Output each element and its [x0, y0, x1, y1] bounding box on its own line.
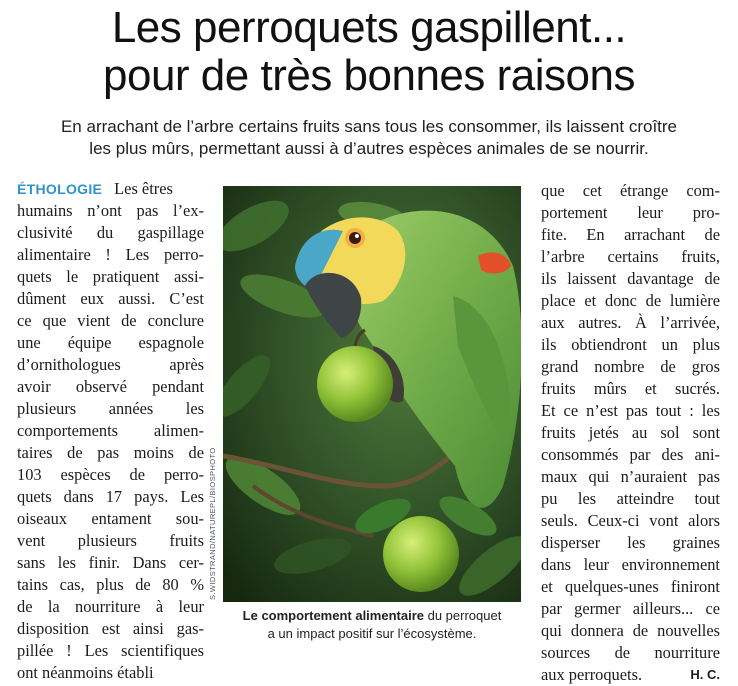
column-left-line: sans les finir. Dans cer- [17, 553, 204, 572]
column-right-line: dans leur environnement [541, 555, 720, 574]
column-left-line: pillée ! Les scientifiques [17, 641, 204, 660]
column-right-line: maux qui n’auraient pas [541, 467, 720, 486]
column-right-line: fruits jetés au sol sont [541, 423, 720, 442]
column-left-line: clusivité du gaspillage [17, 223, 204, 242]
column-right-line: aux perroquets. H. C. [541, 665, 720, 684]
column-right-line: par germer ailleurs... ce [541, 599, 720, 618]
parrot-photo [223, 186, 521, 602]
column-left-line: oiseaux entament sou- [17, 509, 204, 528]
column-right-line: ils laissent davantage de [541, 269, 720, 288]
column-right-line: et quelques-unes finiront [541, 577, 720, 596]
column-right-line: l’arbre certains fruits, [541, 247, 720, 266]
column-right-line: qui donnera de nouvelles [541, 621, 720, 640]
column-left-line: ce que vient de conclure [17, 311, 204, 330]
column-left-line: 103 espèces de perro- [17, 465, 204, 484]
column-right-line: fruits mûrs et sucrés. [541, 379, 720, 398]
column-left-line: vent plusieurs fruits [17, 531, 204, 550]
photo-credit: S.WIDSTRAND/NATUREPL/BIOSPHOTO [208, 447, 217, 600]
standfirst [0, 116, 738, 160]
column-left-line: disposition est ainsi gas- [17, 619, 204, 638]
column-right-line: place et donc de lumière [541, 291, 720, 310]
column-left-line: ont néanmoins établi [17, 663, 154, 682]
column-right-line: disperser les graines [541, 533, 720, 552]
standfirst-line-1: En arrachant de l’arbre certains fruits sans tous les consommer, ils laissent croître [60, 117, 678, 136]
column-right-line: aux autres. À l’arrivée, [541, 313, 720, 332]
column-left-line: dûment eux aussi. C’est [17, 289, 204, 308]
article-column-right [541, 180, 720, 686]
column-right-line: portement leur pro- [541, 203, 720, 222]
column-left-line: taires de pas moins de [17, 443, 204, 462]
column-left-line: de la nourriture à leur [17, 597, 204, 616]
headline-line-1: Les perroquets gaspillent... [111, 3, 627, 52]
column-right-line: ils obtiendront un plus [541, 335, 720, 354]
column-right-line: consommés par des ani- [541, 445, 720, 464]
photo-caption [223, 607, 521, 643]
section-kicker: ÉTHOLOGIE [17, 181, 103, 197]
column-left-line: comportements alimen- [17, 421, 204, 440]
column-right-line: fite. En arrachant de [541, 225, 720, 244]
column-right-line: pu les atteindre tout [541, 489, 720, 508]
caption-bold: Le comportement alimentaire [242, 608, 424, 623]
column-left-line: plusieurs années les [17, 399, 204, 418]
column-left-line: alimentaire ! Les perro- [17, 245, 204, 264]
column-left-line: d’ornithologues après [17, 355, 204, 374]
column-right-line: que cet étrange com- [541, 181, 720, 200]
standfirst-line-2: les plus mûrs, permettant aussi à d’autres espèces animales de se nourrir. [89, 139, 649, 158]
caption-text-1: du perroquet [423, 608, 502, 623]
column-left-line: tains cas, plus de 80 % [17, 575, 204, 594]
column-left-line: humains n’ont pas l’ex- [17, 201, 204, 220]
caption-text-2: a un impact positif sur l’écosystème. [267, 626, 477, 641]
column-right-line: sources de nourriture [541, 643, 720, 662]
column-right-line: grand nombre de gros [541, 357, 720, 376]
article-column-left [17, 178, 204, 684]
headline-line-2: pour de très bonnes raisons [103, 51, 635, 100]
column-left-line: une équipe espagnole [17, 333, 204, 352]
column-left-line: avoir observé pendant [17, 377, 204, 396]
column-left-line: quets le pratiquent assi- [17, 267, 204, 286]
column-left-line: ÉTHOLOGIE Les êtres [17, 179, 173, 198]
headline [0, 4, 738, 100]
parrot-illustration [223, 186, 521, 602]
column-left-line: quets dans 17 pays. Les [17, 487, 204, 506]
author-signature: H. C. [690, 667, 720, 682]
column-right-line: Et ce n’est pas tout : les [541, 401, 720, 420]
column-right-line: seuls. Ceux-ci vont alors [541, 511, 720, 530]
